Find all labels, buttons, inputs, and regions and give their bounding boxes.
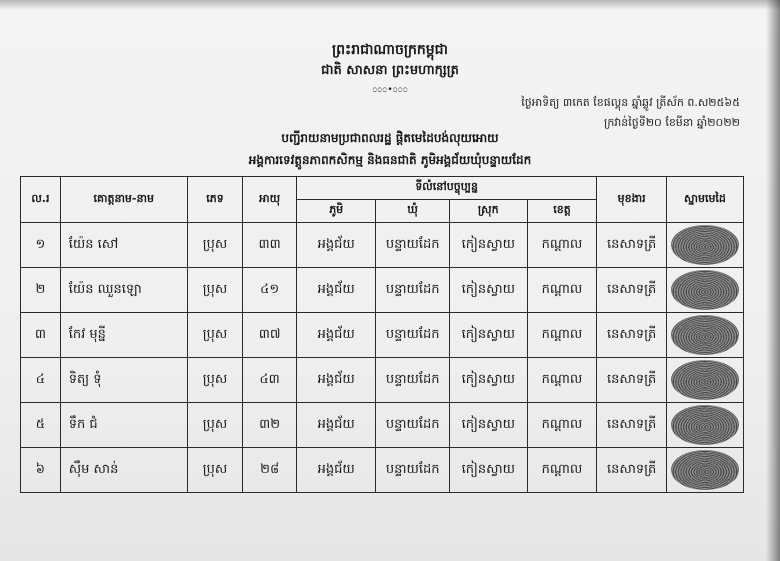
- cell-district: កៀនស្វាយ: [449, 403, 527, 448]
- cell-sex: ប្រុស: [187, 448, 243, 493]
- thumbprint-icon: [671, 405, 739, 445]
- col-age: អាយុ: [243, 177, 297, 223]
- cell-district: កៀនស្វាយ: [449, 223, 527, 268]
- thumbprint-icon: [671, 360, 739, 400]
- col-thumb: ស្នាមមេដៃ: [666, 177, 743, 223]
- cell-commune: បន្ទាយដែក: [376, 403, 449, 448]
- cell-no: ១: [21, 223, 61, 268]
- cell-role: នេសាទត្រី: [597, 223, 667, 268]
- lunar-date: ថ្ងៃអាទិត្យ ៣កេត ខែផល្គុន ឆ្នាំឆ្លូវ ត្រីស័ក ព.ស២៥៦៥: [521, 96, 740, 109]
- cell-no: ៤: [21, 358, 61, 403]
- cell-role: នេសាទត្រី: [597, 448, 667, 493]
- table-row: [21, 403, 744, 448]
- cell-name: ទិត្យ ទុំ: [60, 358, 187, 403]
- cell-role: នេសាទត្រី: [597, 313, 667, 358]
- cell-name: យ៉ែន សៅ: [60, 223, 187, 268]
- col-address: ទីលំនៅបច្ចុប្បន្ន: [296, 177, 596, 200]
- cell-age: ៣៧: [243, 313, 297, 358]
- cell-age: ៣២: [243, 403, 297, 448]
- cell-role: នេសាទត្រី: [597, 403, 667, 448]
- document-title-line1: បញ្ជីរាយនាមប្រជាពលរដ្ឋ ផ្តិតមេដៃបង់លុយអោយ: [281, 131, 499, 145]
- cell-thumbprint: [666, 223, 743, 268]
- cell-province: កណ្តាល: [527, 268, 597, 313]
- cell-no: ៦: [21, 448, 61, 493]
- cell-district: កៀនស្វាយ: [449, 268, 527, 313]
- cell-sex: ប្រុស: [187, 403, 243, 448]
- cell-thumbprint: [666, 313, 743, 358]
- people-table: [20, 176, 744, 493]
- ornament-divider: ೦೦೦•೦೦೦: [372, 85, 408, 95]
- cell-thumbprint: [666, 448, 743, 493]
- cell-district: កៀនស្វាយ: [449, 313, 527, 358]
- cell-village: អង្គជ័យ: [296, 223, 375, 268]
- cell-no: ៥: [21, 403, 61, 448]
- cell-province: កណ្តាល: [527, 358, 597, 403]
- cell-province: កណ្តាល: [527, 313, 597, 358]
- col-village: ភូមិ: [296, 200, 375, 223]
- solar-date: ក្រវាន់ថ្ងៃទី២០ ខែមីនា ឆ្នាំ២០២២: [604, 116, 740, 129]
- cell-name: យ៉ែន ឈួនឡោ: [60, 268, 187, 313]
- cell-district: កៀនស្វាយ: [449, 448, 527, 493]
- cell-village: អង្គជ័យ: [296, 358, 375, 403]
- cell-village: អង្គជ័យ: [296, 268, 375, 313]
- cell-district: កៀនស្វាយ: [449, 358, 527, 403]
- cell-name: ទឹក ជំ: [60, 403, 187, 448]
- kingdom-heading: ព្រះរាជាណាចក្រកម្ពុជា: [331, 42, 448, 58]
- cell-age: ៤១: [243, 268, 297, 313]
- table-row: [21, 223, 744, 268]
- thumbprint-icon: [671, 450, 739, 490]
- cell-sex: ប្រុស: [187, 313, 243, 358]
- thumbprint-icon: [671, 270, 739, 310]
- cell-age: ៣៣: [243, 223, 297, 268]
- cell-no: ២: [21, 268, 61, 313]
- table-header-row: [21, 177, 744, 200]
- col-name: គោត្តនាម-នាម: [60, 177, 187, 223]
- table-row: [21, 448, 744, 493]
- cell-sex: ប្រុស: [187, 358, 243, 403]
- cell-no: ៣: [21, 313, 61, 358]
- table-row: [21, 313, 744, 358]
- cell-village: អង្គជ័យ: [296, 313, 375, 358]
- cell-village: អង្គជ័យ: [296, 448, 375, 493]
- cell-commune: បន្ទាយដែក: [376, 223, 449, 268]
- cell-age: ៤៣: [243, 358, 297, 403]
- cell-commune: បន្ទាយដែក: [376, 268, 449, 313]
- cell-sex: ប្រុស: [187, 223, 243, 268]
- cell-province: កណ្តាល: [527, 403, 597, 448]
- cell-province: កណ្តាល: [527, 448, 597, 493]
- cell-age: ២៨: [243, 448, 297, 493]
- table-row: [21, 268, 744, 313]
- cell-commune: បន្ទាយដែក: [376, 358, 449, 403]
- national-motto: ជាតិ សាសនា ព្រះមហាក្សត្រ: [321, 63, 459, 78]
- cell-commune: បន្ទាយដែក: [376, 313, 449, 358]
- cell-village: អង្គជ័យ: [296, 403, 375, 448]
- cell-thumbprint: [666, 268, 743, 313]
- cell-name: កែវ មុន្នី: [60, 313, 187, 358]
- col-district: ស្រុក: [449, 200, 527, 223]
- cell-role: នេសាទត្រី: [597, 358, 667, 403]
- cell-sex: ប្រុស: [187, 268, 243, 313]
- col-province: ខេត្ត: [527, 200, 597, 223]
- cell-thumbprint: [666, 403, 743, 448]
- col-sex: ភេទ: [187, 177, 243, 223]
- cell-role: នេសាទត្រី: [597, 268, 667, 313]
- thumbprint-icon: [671, 315, 739, 355]
- thumbprint-icon: [671, 225, 739, 265]
- col-no: ល.រ: [21, 177, 61, 223]
- document-title-line2: អង្គការទេវត្តូនភាពកសិកម្ម និងធនជាតិ ភូមិអង្គជ័យឃុំបន្ទាយដែក: [248, 153, 532, 167]
- cell-province: កណ្តាល: [527, 223, 597, 268]
- col-commune: ឃុំ: [376, 200, 449, 223]
- col-role: មុខងារ: [597, 177, 667, 223]
- cell-commune: បន្ទាយដែក: [376, 448, 449, 493]
- table-row: [21, 358, 744, 403]
- page-shadow-top: [0, 0, 780, 10]
- cell-name: ស៊ឹម សាន់: [60, 448, 187, 493]
- cell-thumbprint: [666, 358, 743, 403]
